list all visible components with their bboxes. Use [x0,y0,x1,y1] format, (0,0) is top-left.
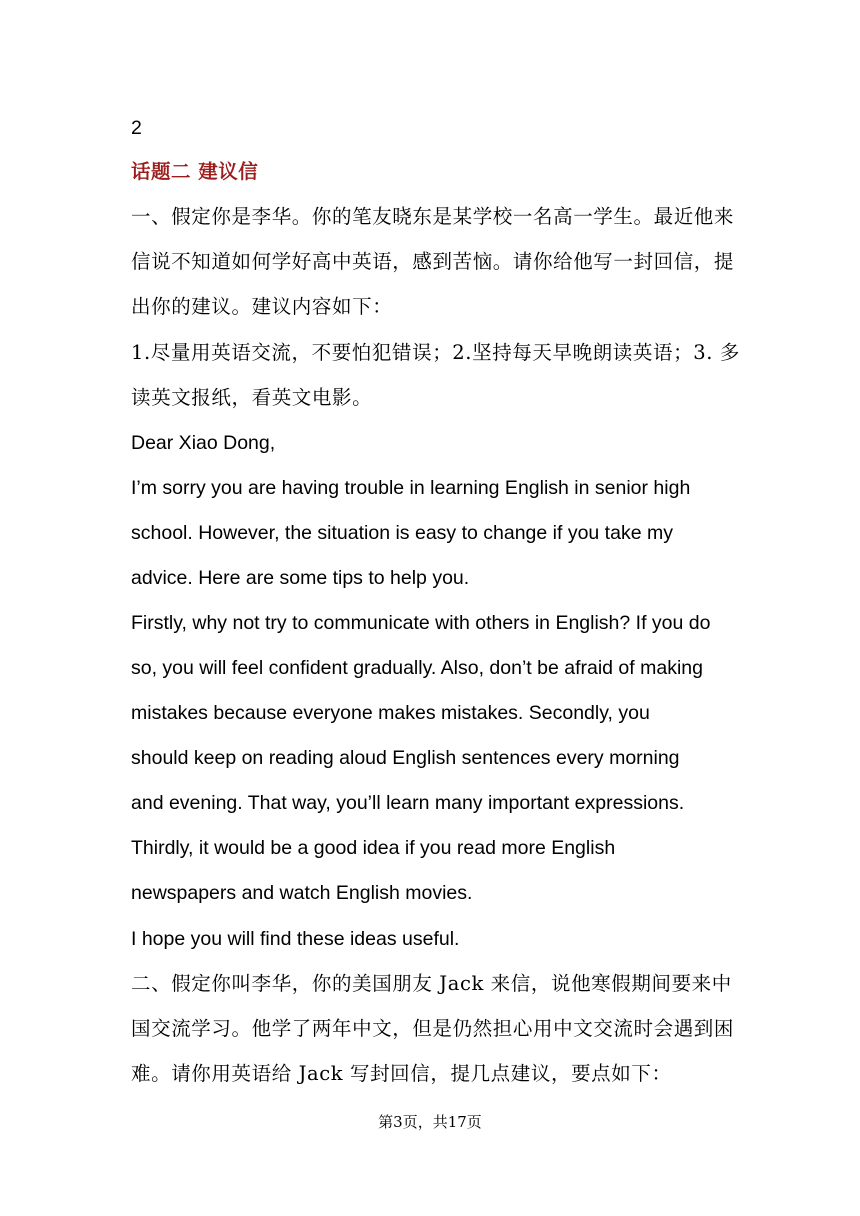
letter-line: and evening. That way, you’ll learn many important expressions. [131,792,685,814]
task2-line: 国交流学习。他学了两年中文，但是仍然担心用中文交流时会遇到困 [131,1017,735,1040]
task1-line: 出你的建议。建议内容如下： [131,295,393,318]
task2-line: 二、假定你叫李华，你的美国朋友 Jack 来信，说他寒假期间要来中 [131,972,732,995]
letter-line: newspapers and watch English movies. [131,882,473,904]
letter-line: Thirdly, it would be a good idea if you read more English [131,837,616,859]
task1-line: 读英文报纸，看英文电影。 [131,386,373,409]
task1-line: 一、假定你是李华。你的笔友晓东是某学校一名高一学生。最近他来 [131,205,735,228]
letter-line: should keep on reading aloud English sentences every morning [131,747,680,769]
task1-line: 信说不知道如何学好高中英语，感到苦恼。请你给他写一封回信，提 [131,250,735,273]
letter-line: school. However, the situation is easy to change if you take my [131,522,673,544]
letter-line: Firstly, why not try to communicate with others in English? If you do [131,612,711,634]
topic-heading: 话题二 建议信 [131,160,259,183]
letter-salutation: Dear Xiao Dong, [131,432,276,454]
page-footer: 第3页，共17页 [378,1113,482,1131]
page-marker: 2 [131,117,142,139]
letter-line: so, you will feel confident gradually. Also, don’t be afraid of making [131,657,703,679]
letter-line: I hope you will find these ideas useful. [131,928,460,950]
task2-line: 难。请你用英语给 Jack 写封回信，提几点建议，要点如下： [131,1062,672,1085]
letter-line: mistakes because everyone makes mistakes. Secondly, you [131,702,650,724]
letter-line: advice. Here are some tips to help you. [131,567,470,589]
task1-line: 1.尽量用英语交流，不要怕犯错误；2.坚持每天早晚朗读英语；3. 多 [131,341,740,364]
letter-line: I’m sorry you are having trouble in learning English in senior high [131,477,691,499]
